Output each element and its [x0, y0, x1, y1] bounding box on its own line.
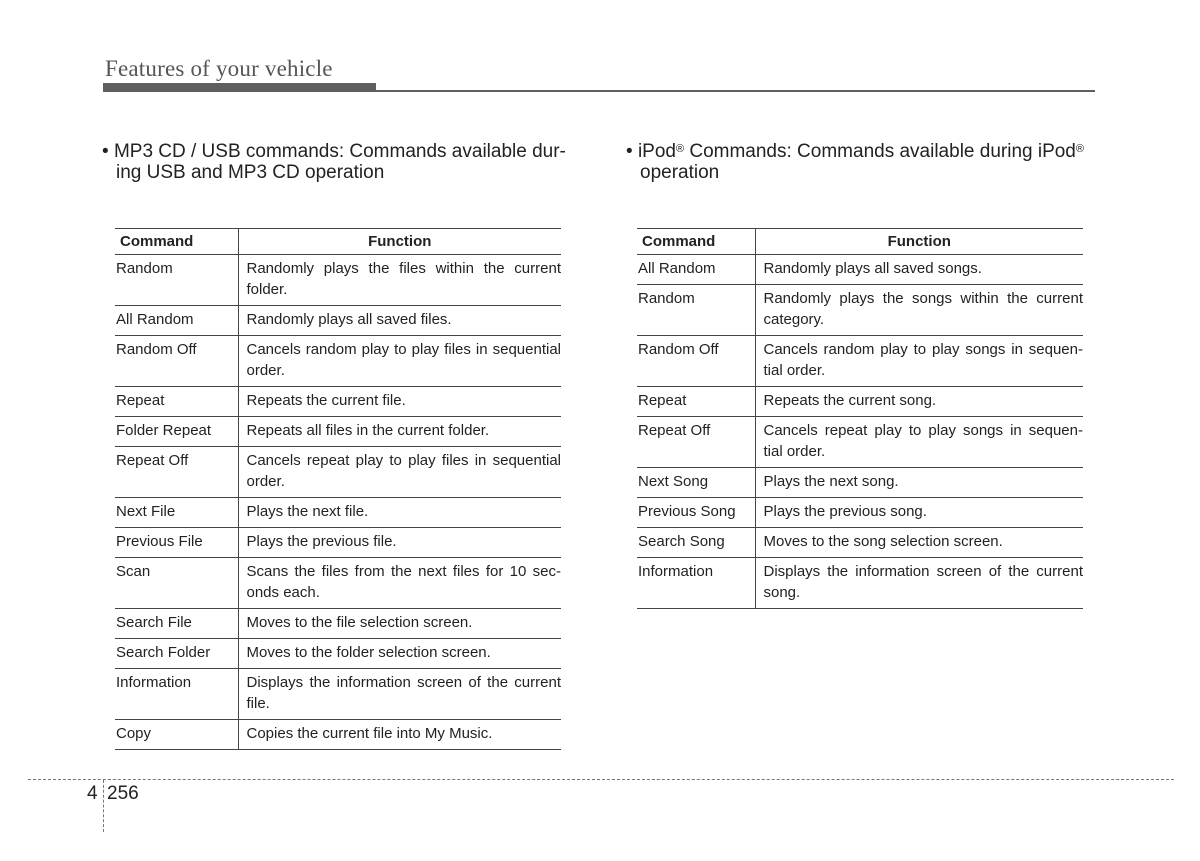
table-row: [115, 720, 561, 750]
table-row: [115, 528, 561, 558]
heading-line-2: operation: [640, 162, 720, 183]
command-cell: Repeat: [637, 387, 755, 417]
header-rule: [103, 90, 1095, 92]
table-row: [115, 306, 561, 336]
page-number: 256: [107, 783, 139, 804]
command-cell: Scan: [115, 558, 238, 609]
table-row: [637, 468, 1083, 498]
ipod-commands-table: [637, 228, 1083, 609]
function-cell: Repeats the current file.: [238, 387, 561, 417]
footer-page-divider: [103, 780, 104, 832]
table-header-row: [115, 229, 561, 255]
function-cell: Randomly plays the files within the current folder.: [238, 255, 561, 306]
function-cell: Moves to the file selection screen.: [238, 609, 561, 639]
function-cell: Plays the next song.: [755, 468, 1083, 498]
table-header-row: [637, 229, 1083, 255]
command-cell: Repeat Off: [115, 447, 238, 498]
column-header-command: Command: [637, 229, 755, 255]
function-cell: Cancels repeat play to play files in sequential order.: [238, 447, 561, 498]
table-row: [115, 387, 561, 417]
table-row: [115, 336, 561, 387]
heading-line-1: MP3 CD / USB commands: Commands available dur-: [113, 141, 566, 162]
table-row: [637, 498, 1083, 528]
function-cell: Cancels random play to play files in sequential order.: [238, 336, 561, 387]
table-row: [637, 285, 1083, 336]
function-cell: Randomly plays all saved songs.: [755, 255, 1083, 285]
function-cell: Cancels repeat play to play songs in sequen- tial order.: [755, 417, 1083, 468]
registered-mark: ®: [1075, 143, 1084, 155]
table-body: [115, 255, 561, 750]
command-cell: Copy: [115, 720, 238, 750]
registered-mark: ®: [675, 143, 685, 155]
table-row: [637, 558, 1083, 609]
table-row: [115, 417, 561, 447]
function-cell: Displays the information screen of the current song.: [755, 558, 1083, 609]
ipod-section-heading: [626, 141, 1084, 183]
heading-line-2: ing USB and MP3 CD operation: [116, 162, 385, 183]
table-body: [637, 255, 1083, 609]
command-cell: Folder Repeat: [115, 417, 238, 447]
command-cell: Repeat: [115, 387, 238, 417]
function-cell: Cancels random play to play songs in sequen- tial order.: [755, 336, 1083, 387]
function-cell: Plays the previous song.: [755, 498, 1083, 528]
command-cell: Previous File: [115, 528, 238, 558]
table-row: [637, 528, 1083, 558]
command-cell: Search Folder: [115, 639, 238, 669]
table-row: [637, 387, 1083, 417]
command-cell: Search Song: [637, 528, 755, 558]
function-cell: Displays the information screen of the current file.: [238, 669, 561, 720]
function-cell: Repeats all files in the current folder.: [238, 417, 561, 447]
mp3-usb-section-heading: [102, 141, 566, 183]
column-header-command: Command: [115, 229, 238, 255]
command-cell: Previous Song: [637, 498, 755, 528]
bullet: •: [102, 141, 109, 162]
function-cell: Plays the next file.: [238, 498, 561, 528]
heading-part-2: Commands: Commands available during iPod: [684, 141, 1076, 162]
command-cell: Next File: [115, 498, 238, 528]
command-cell: Information: [115, 669, 238, 720]
column-header-function: Function: [238, 229, 561, 255]
heading-part-1: iPod: [637, 141, 676, 162]
table-row: [637, 255, 1083, 285]
command-cell: Random Off: [637, 336, 755, 387]
function-cell: Randomly plays all saved files.: [238, 306, 561, 336]
table-row: [115, 447, 561, 498]
table-row: [115, 609, 561, 639]
column-header-function: Function: [755, 229, 1083, 255]
function-cell: Repeats the current song.: [755, 387, 1083, 417]
table-row: [115, 255, 561, 306]
function-cell: Moves to the song selection screen.: [755, 528, 1083, 558]
mp3-usb-commands-table: [115, 228, 561, 750]
table-row: [115, 498, 561, 528]
command-cell: All Random: [637, 255, 755, 285]
function-cell: Randomly plays the songs within the current category.: [755, 285, 1083, 336]
command-cell: All Random: [115, 306, 238, 336]
table-row: [637, 417, 1083, 468]
page-header-title: Features of your vehicle: [105, 56, 333, 81]
function-cell: Moves to the folder selection screen.: [238, 639, 561, 669]
function-cell: Copies the current file into My Music.: [238, 720, 561, 750]
command-cell: Search File: [115, 609, 238, 639]
chapter-number: 4: [87, 783, 98, 804]
table-row: [115, 558, 561, 609]
table-row: [637, 336, 1083, 387]
table-row: [115, 639, 561, 669]
command-cell: Information: [637, 558, 755, 609]
command-cell: Random: [115, 255, 238, 306]
command-cell: Next Song: [637, 468, 755, 498]
bullet: •: [626, 141, 633, 162]
table-row: [115, 669, 561, 720]
function-cell: Scans the files from the next files for 10 sec- onds each.: [238, 558, 561, 609]
command-cell: Random: [637, 285, 755, 336]
command-cell: Random Off: [115, 336, 238, 387]
command-cell: Repeat Off: [637, 417, 755, 468]
function-cell: Plays the previous file.: [238, 528, 561, 558]
footer-divider: [28, 779, 1174, 780]
